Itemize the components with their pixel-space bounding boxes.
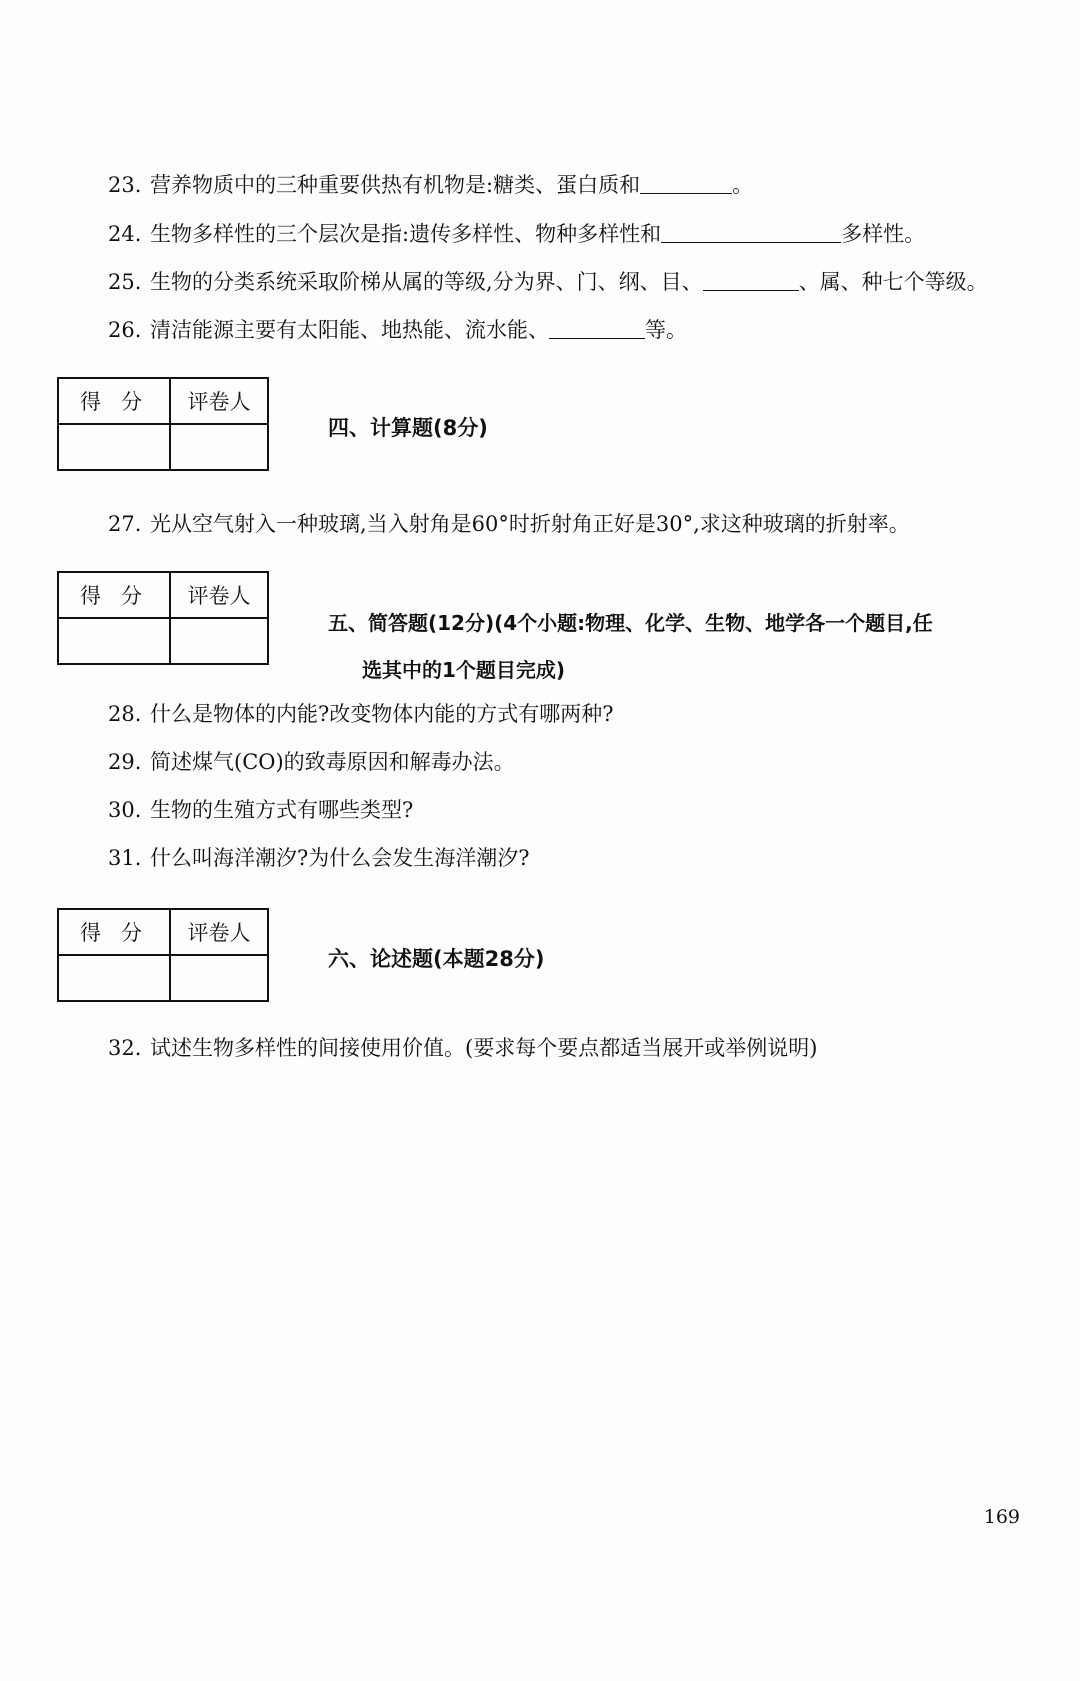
question-text: 清洁能源主要有太阳能、地热能、流水能、 <box>150 318 549 342</box>
question-26 <box>108 315 687 345</box>
question-number: 31. <box>108 846 142 870</box>
question-text-end: 等。 <box>645 318 687 342</box>
question-number: 27. <box>108 512 142 536</box>
question-number: 28. <box>108 702 142 726</box>
question-number: 32. <box>108 1036 142 1060</box>
score-cell[interactable] <box>58 424 170 470</box>
question-number: 29. <box>108 750 142 774</box>
question-text: 试述生物多样性的间接使用价值。(要求每个要点都适当展开或举例说明) <box>150 1036 818 1060</box>
question-number: 25. <box>108 270 142 294</box>
question-text-end: 多样性。 <box>841 222 926 246</box>
grader-cell[interactable] <box>170 955 268 1001</box>
question-29 <box>108 747 515 777</box>
question-28 <box>108 699 614 729</box>
question-24 <box>108 219 925 249</box>
question-text: 什么叫海洋潮汐?为什么会发生海洋潮汐? <box>150 846 530 870</box>
answer-blank[interactable] <box>661 220 841 243</box>
page-number: 169 <box>983 1506 1020 1528</box>
question-text: 生物多样性的三个层次是指:遗传多样性、物种多样性和 <box>150 222 662 246</box>
grader-cell[interactable] <box>170 618 268 664</box>
question-27 <box>108 509 910 539</box>
score-label: 得分 <box>58 572 170 618</box>
grader-cell[interactable] <box>170 424 268 470</box>
answer-blank[interactable] <box>549 316 645 339</box>
section-title-essay: 六、论述题(本题28分) <box>328 947 545 971</box>
score-label: 得分 <box>58 909 170 955</box>
question-number: 26. <box>108 318 142 342</box>
question-number: 30. <box>108 798 142 822</box>
score-cell[interactable] <box>58 955 170 1001</box>
question-text-end: 、属、种七个等级。 <box>798 270 988 294</box>
question-text: 光从空气射入一种玻璃,当入射角是60°时折射角正好是30°,求这种玻璃的折射率。 <box>150 512 910 536</box>
answer-blank[interactable] <box>703 268 799 291</box>
question-32 <box>108 1033 817 1063</box>
grader-label: 评卷人 <box>170 378 268 424</box>
question-text: 什么是物体的内能?改变物体内能的方式有哪两种? <box>150 702 614 726</box>
score-box <box>57 908 269 1002</box>
question-text: 营养物质中的三种重要供热有机物是:糖类、蛋白质和 <box>150 173 641 197</box>
question-text: 简述煤气(CO)的致毒原因和解毒办法。 <box>150 750 515 774</box>
section-title-calc: 四、计算题(8分) <box>328 416 488 440</box>
question-30 <box>108 795 413 825</box>
question-text: 生物的生殖方式有哪些类型? <box>150 798 414 822</box>
score-box <box>57 377 269 471</box>
score-box <box>57 571 269 665</box>
question-number: 24. <box>108 222 142 246</box>
grader-label: 评卷人 <box>170 909 268 955</box>
answer-blank[interactable] <box>640 171 732 194</box>
question-text: 生物的分类系统采取阶梯从属的等级,分为界、门、纲、目、 <box>150 270 703 294</box>
score-label: 得分 <box>58 378 170 424</box>
question-number: 23. <box>108 173 142 197</box>
question-31 <box>108 843 530 873</box>
score-cell[interactable] <box>58 618 170 664</box>
section-title-short-answer: 五、简答题(12分)(4个小题:物理、化学、生物、地学各一个题目,任 <box>328 611 933 635</box>
question-text-end: 。 <box>732 173 754 197</box>
grader-label: 评卷人 <box>170 572 268 618</box>
question-23 <box>108 170 753 200</box>
section-title-short-answer-cont: 选其中的1个题目完成) <box>362 658 566 682</box>
question-25 <box>108 267 988 297</box>
